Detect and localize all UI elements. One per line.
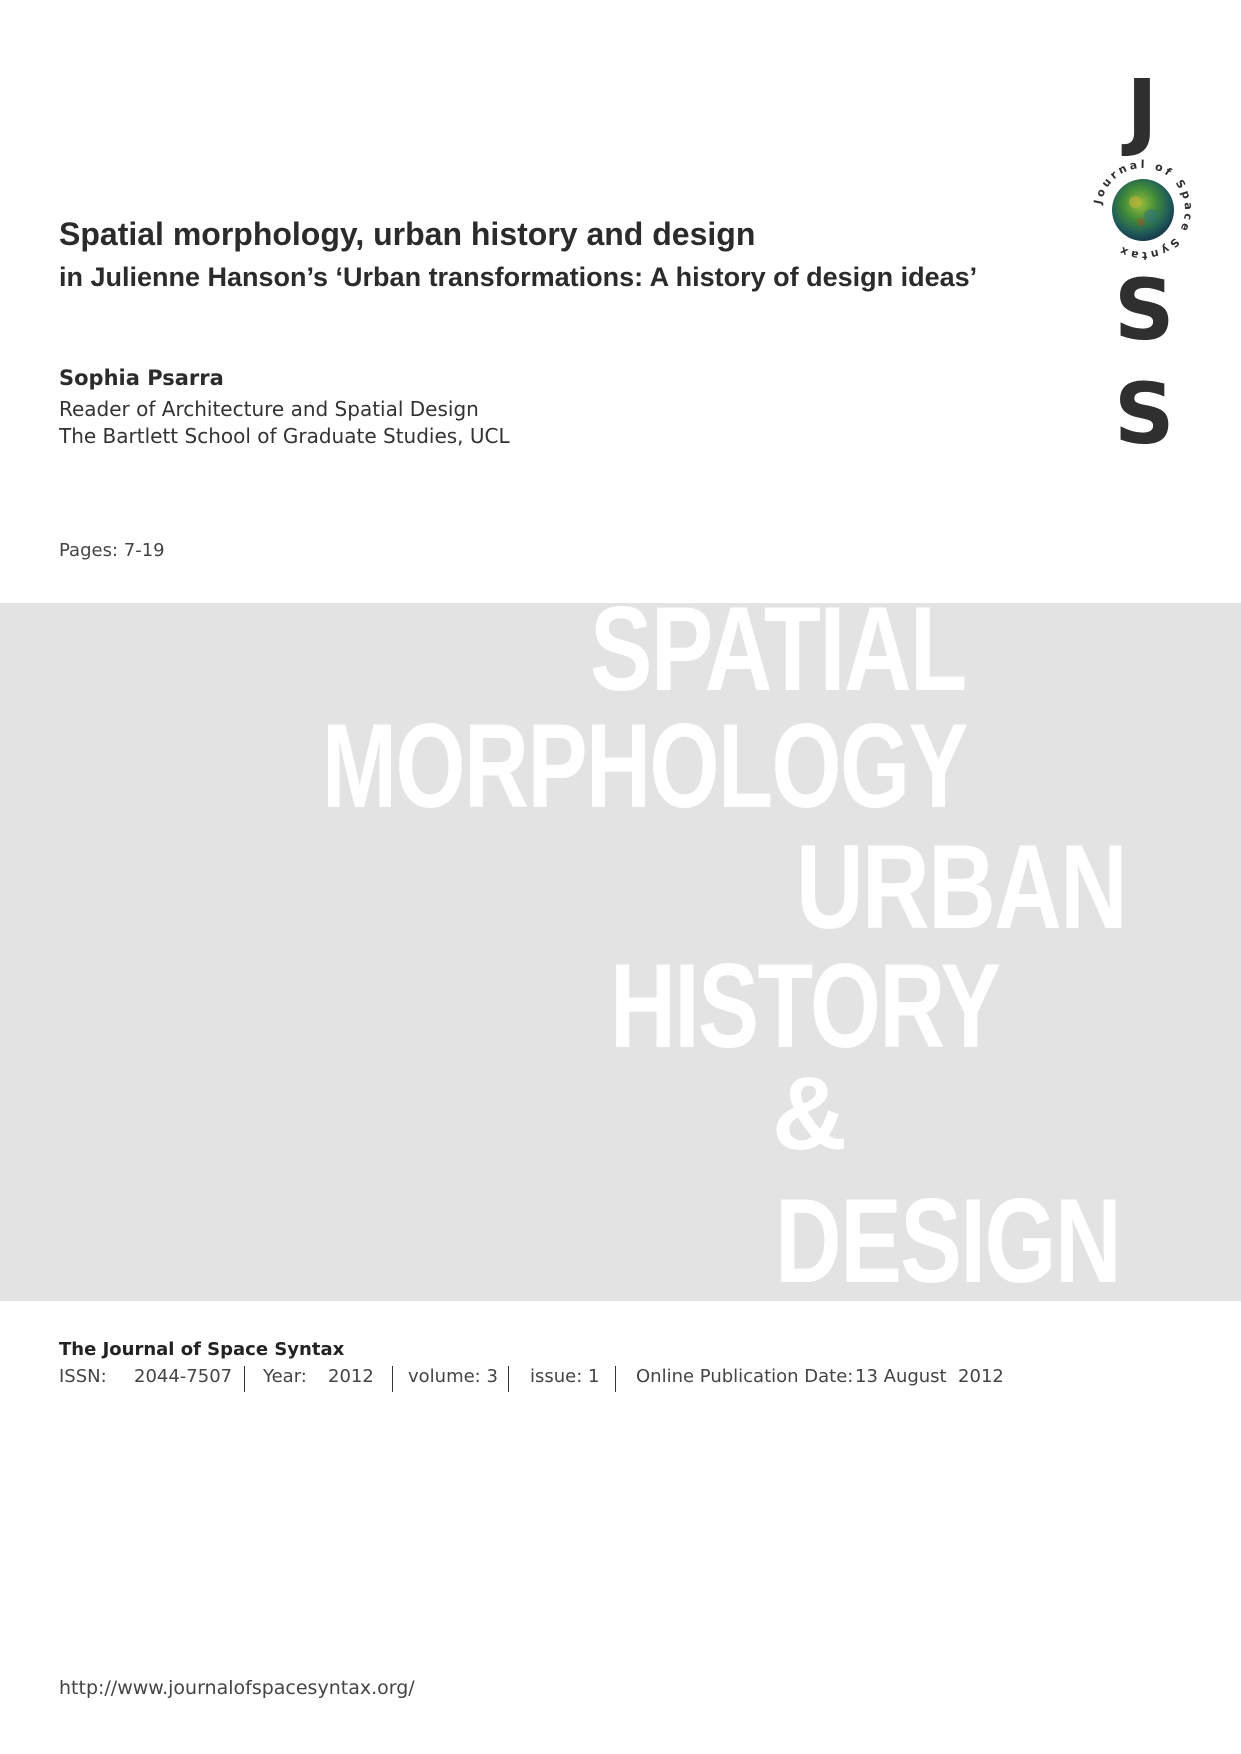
journal-url[interactable]: http://www.journalofspacesyntax.org/ [59, 1677, 415, 1699]
volume: volume: 3 [408, 1366, 498, 1387]
divider [508, 1366, 509, 1392]
banner-word: & [772, 1056, 846, 1172]
year-label: Year: [263, 1366, 307, 1387]
divider [244, 1366, 245, 1392]
banner-word: SPATIAL [590, 603, 966, 716]
banner-word: MORPHOLOGY [322, 699, 968, 833]
date-value: 13 August 2012 [855, 1366, 1004, 1387]
journal-name: The Journal of Space Syntax [59, 1339, 345, 1360]
page-range: Pages: 7-19 [59, 540, 165, 561]
banner-word: DESIGN [775, 1174, 1121, 1301]
article-subtitle: in Julienne Hanson’s ‘Urban transformations: A history of design ideas’ [59, 262, 978, 292]
banner-word: URBAN [796, 820, 1127, 954]
divider [392, 1366, 393, 1392]
year-value: 2012 [328, 1366, 374, 1387]
seal-text: Journal of Space Syntax [1091, 158, 1195, 262]
divider [615, 1366, 616, 1392]
journal-seal-logo [1091, 158, 1195, 262]
banner-word: HISTORY [610, 939, 1000, 1073]
logo-letter-j: J [1126, 61, 1158, 159]
author-name: Sophia Psarra [59, 366, 224, 390]
article-title: Spatial morphology, urban history and design [59, 216, 756, 252]
issn-label: ISSN: [59, 1366, 107, 1387]
issn-value: 2044-7507 [134, 1366, 233, 1387]
author-role: Reader of Architecture and Spatial Design [59, 397, 479, 421]
title-banner [0, 603, 1241, 1301]
author-institution: The Bartlett School of Graduate Studies, UCL [59, 424, 510, 448]
logo-letter-s: S [1114, 261, 1175, 359]
date-label: Online Publication Date: [636, 1366, 854, 1387]
logo-letter-s: S [1114, 365, 1175, 463]
issue: issue: 1 [530, 1366, 600, 1387]
